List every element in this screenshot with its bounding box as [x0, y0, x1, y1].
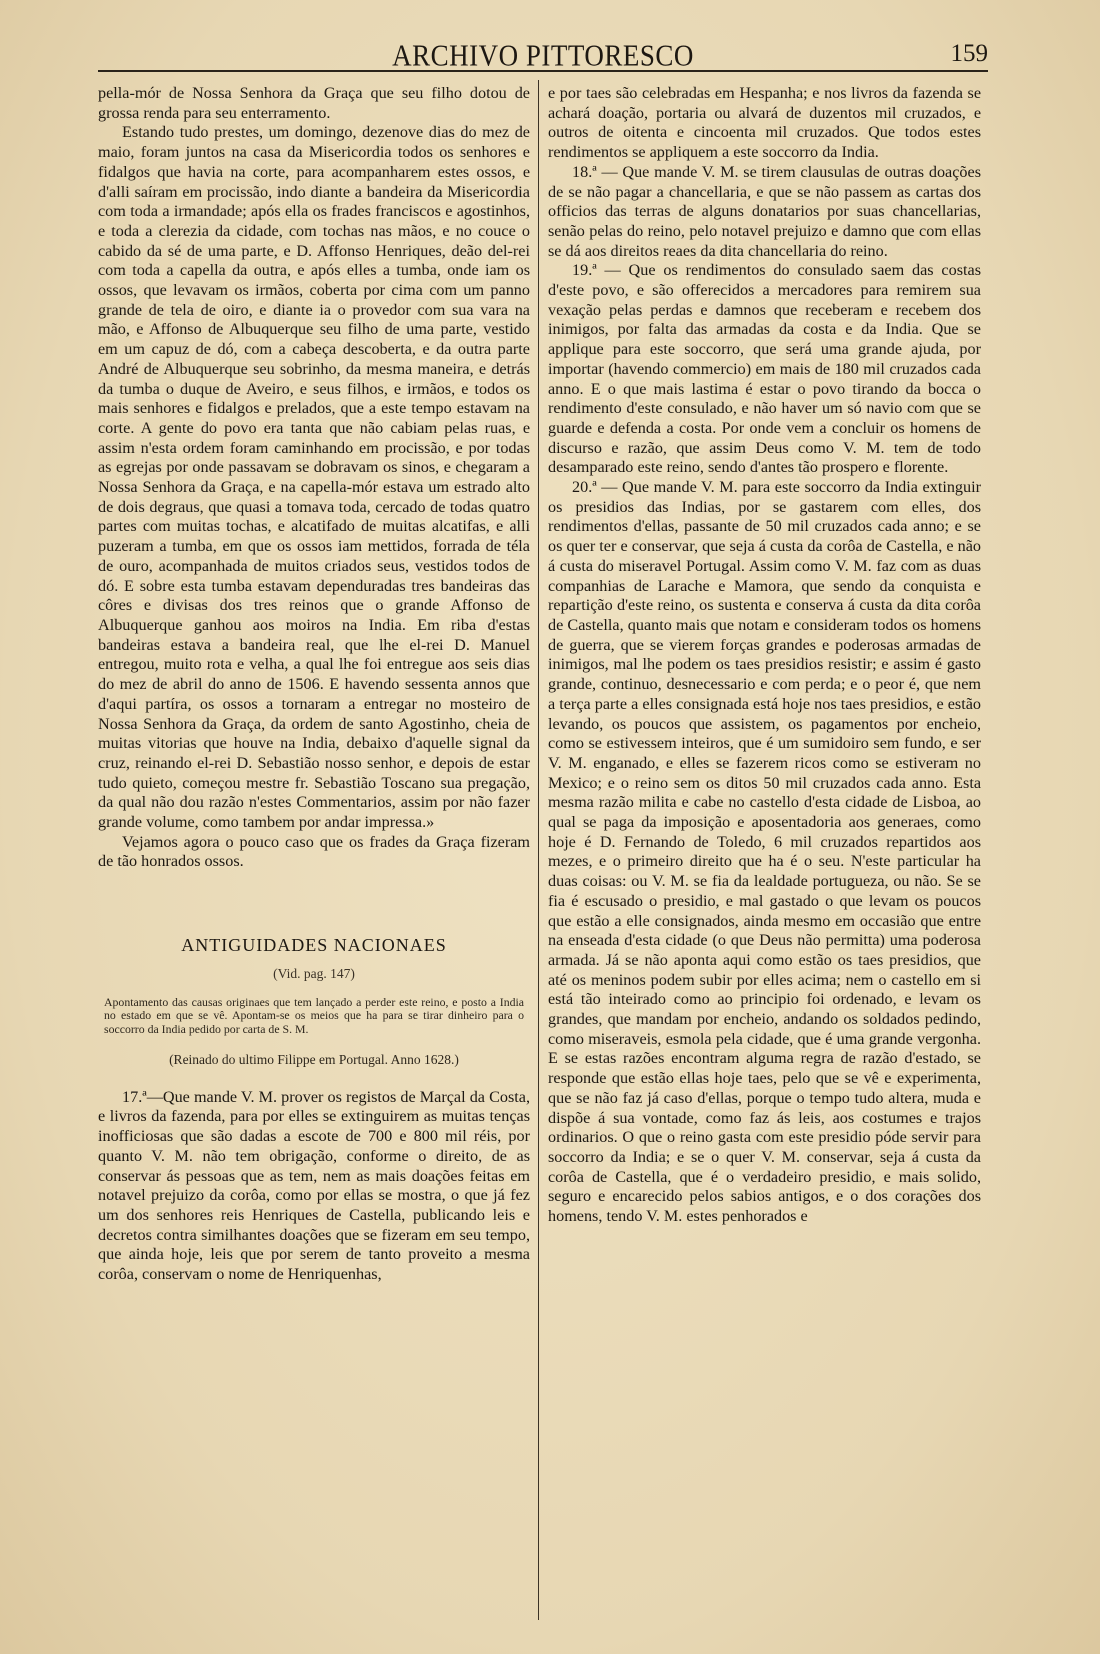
reign-note: (Reinado do ultimo Filippe em Portugal. Anno 1628.) [169, 1052, 459, 1068]
right-column [548, 84, 981, 1227]
paragraph-item-17: 17.ª—Que mande V. M. prover os registos de Marçal da Costa, e livros da fazenda, para por elles se extinguirem as muitas tenças inofficiosas que são dadas a escote de 700 e 800 mil réis, por quanto V. M. não tem obrigação, conforme o direito, de as conservar ás pessoas que as tem, nem as mais doações feitas em notavel prejuizo da corôa, como por ellas se mostra, o que já fez um dos senhores reis Henriques de Castella, publicando leis e decretos contra similhantes doações que se fizeram em seu tempo, que ainda hoje, leis que por serem de tanto proveito a mesma corôa, conservam o nome de Henriquenhas, [98, 1087, 530, 1284]
left-column [98, 84, 530, 1285]
paragraph: e por taes são celebradas em Hespanha; e nos livros da fazenda se achará doação, portaria ou alvará de duzentos mil cruzados, e outros de oitenta e cincoenta mil cruzados. Que todos estes rendimentos se appliquem a este soccorro da India. [548, 84, 981, 162]
paragraph: Vejamos agora o pouco caso que os frades da Graça fizeram de tão honrados ossos. [98, 832, 530, 871]
section-abstract: Apontamento das causas originaes que tem lançado a perder este reino, e posto a India no estado em que se vê. Apontam-se os meios que ha para se tirar dinheiro para o soccorro da India pedido por carta de S. M. [104, 994, 524, 1036]
section-reference: (Vid. pag. 147) [273, 965, 355, 981]
paragraph: pella-mór de Nossa Senhora da Graça que seu filho dotou de grossa renda para seu enterramento. [98, 84, 530, 122]
page-number: 159 [950, 40, 988, 67]
paragraph-item-20: 20.ª — Que mande V. M. para este soccorro da India extinguir os presidios das Indias, por se gastarem com elles, dos rendimentos d'ellas, passante de 50 mil cruzados cada anno; e se os quer ter e conservar, que seja á custa da corôa de Castella, e não á custa do miseravel Portugal. Assim como V. M. faz com as duas companhias de Larache e Mamora, que sendo da conquista e repartição d'este reino, os sustenta e conserva á custa da dita corôa de Castella, quanto mais que notam e consideram todos os homens de guerra, que se vierem forças grandes e poderosas armadas de inimigos, mal lhe podem os taes presidios resistir; e assim é gasto grande, continuo, desnecessario e com perda; e o peor é, que nem a terça parte a elles consignada está hoje nos taes presidios, e estão levando, os poucos que assistem, os pagamentos por encheio, como se estivessem inteiros, que é um sumidoiro sem fundo, e ser V. M. enganado, e elles se fazerem ricos como se estiveram no Mexico; e o reino sem os ditos 50 mil cruzados cada anno. Esta mesma razão milita e cabe no castello d'esta cidade de Lisboa, ao qual se paga da imposição e aposentadoria aos generaes, como hoje é D. Fernando de Toledo, 6 mil cruzados repartidos aos mezes, e o primeiro direito que ha é o seu. N'este particular ha duas coisas: ou V. M. se fia da lealdade portugueza, ou não. Se se fia é escusado o presidio, e mal gastado o que levam os poucos que estão a elle consignados, ainda mesmo em occasião que entre na enseada d'esta cidade (o que Deus não permitta) uma poderosa armada. Já se não aponta aqui como estão os taes presidios, que até os meninos podem subir por elles acima; nem o castello em si está tão inteirado como ao principio foi ordenado, e levam os grandes, que mandam por encheio, andando os soldados pedindo, como miseraveis, esmola pela cidade, que é uma grande vergonha. E se estas razões encontram alguma regra de razão d'estado, se responde que estão ellas hoje taes, pelo que se vê e experimenta, que se não faz já caso d'ellas, porque o tempo tudo altera, muda e dispõe á sua vontade, como faz ás leis, aos costumes e trajos ordinarios. O que o reino gasta com este presidio póde servir para soccorro da India; e se o quer V. M. conservar, seja á custa da corôa de Castella, que é o verdadeiro presidio, e mais solido, seguro e encarecido pelos sabios antigos, e o dos corações dos homens, tendo V. M. estes penhorados e [548, 478, 981, 1226]
paragraph-item-18: 18.ª — Que mande V. M. se tirem clausulas de outras doações de se não pagar a chancellaria, e que se não passem as cartas dos officios das terras de alguns donatarios por suas chancellarias, senão pelas do reino, pelo notavel prejuizo e damno que com ellas se dá aos direitos reaes da dita chancellaria do reino. [548, 162, 981, 260]
column-divider [538, 80, 539, 1620]
paragraph-item-19: 19.ª — Que os rendimentos do consulado saem das costas d'este povo, e são offerecidos a mercadores para remirem sua vexação pelas perdas e damnos que receberam e recebem dos inimigos, por falta das armadas da costa e da India. Que se applique para este soccorro, que será uma grande ajuda, por importar (havendo commercio) em mais de 180 mil cruzados cada anno. E o que mais lastima é estar o povo tirando da bocca o rendimento d'este consulado, e não haver um só navio com que se guarde e defenda a costa. Por onde vem a concluir os homens de discurso e razão, que assim Deus como V. M. tem de todo desamparado este reino, sendo d'antes tão prospero e florente. [548, 261, 981, 477]
running-header [98, 37, 988, 73]
journal-title: ARCHIVO PITTORESCO [392, 37, 694, 73]
section-heading: ANTIGUIDADES NACIONAES [181, 935, 447, 956]
paragraph: Estando tudo prestes, um domingo, dezenove dias do mez de maio, foram juntos na casa da Misericordia todos os senhores e fidalgos que havia na corte, para acompanharem estes ossos, e d'alli saíram em procissão, indo diante a bandeira da Misericordia com toda a irmandade; após ella os frades franciscos e agostinhos, e toda a clerezia da cidade, com tochas nas mãos, e no couce o cabido da sé de uma parte, e D. Affonso Henriques, deão del-rei com toda a capella da outra, e após elles a tumba, onde iam os ossos, que levavam os irmãos, coberta por cima com um panno grande de tela de oiro, e diante ia o provedor com sua vara na mão, e Affonso de Albuquerque seu filho de uma parte, vestido em um capuz de dó, com a cabeça descoberta, e da outra parte André de Albuquerque seu sobrinho, da mesma maneira, e detrás da tumba o duque de Aveiro, e seus filhos, e irmãos, e todos os mais senhores e fidalgos e prelados, que a este tempo estavam na corte. A gente do povo era tanta que não cabiam pelas ruas, e assim n'esta ordem foram caminhando em procissão, e por todas as egrejas por onde passavam se dobravam os sinos, e chegaram a Nossa Senhora da Graça, e na capella-mór estava um estrado alto de dois degraus, que quasi a tomava toda, cercado de todas quatro partes com muitas tochas, e alcatifado de muitas alcatifas, e alli puzeram a tumba, em que os ossos iam mettidos, forrada de téla de ouro, acompanhada de muitos criados seus, vestidos todos de dó. E sobre esta tumba estavam dependuradas tres bandeiras das côres e divisas dos tres reinos que o grande Affonso de Albuquerque ganhou aos moiros na India. Em riba d'estas bandeiras estava a bandeira real, que lhe el-rei D. Manuel entregou, muito rota e velha, a qual lhe foi entregue aos seis dias do mez de abril do anno de 1506. E havendo sessenta annos que d'aqui partíra, os ossos a tornaram a entregar no mosteiro de Nossa Senhora da Graça, da ordem de santo Agostinho, cheia de muitas vitorias que houve na India, debaixo d'aquelle signal da cruz, reinando el-rei D. Sebastião nosso senhor, e depois de estar tudo quieto, começou mestre fr. Sebastião Toscano sua pregação, da qual não dou razão n'estes Commentarios, assim por não fazer grande volume, como tambem por andar impressa.» [98, 123, 530, 832]
